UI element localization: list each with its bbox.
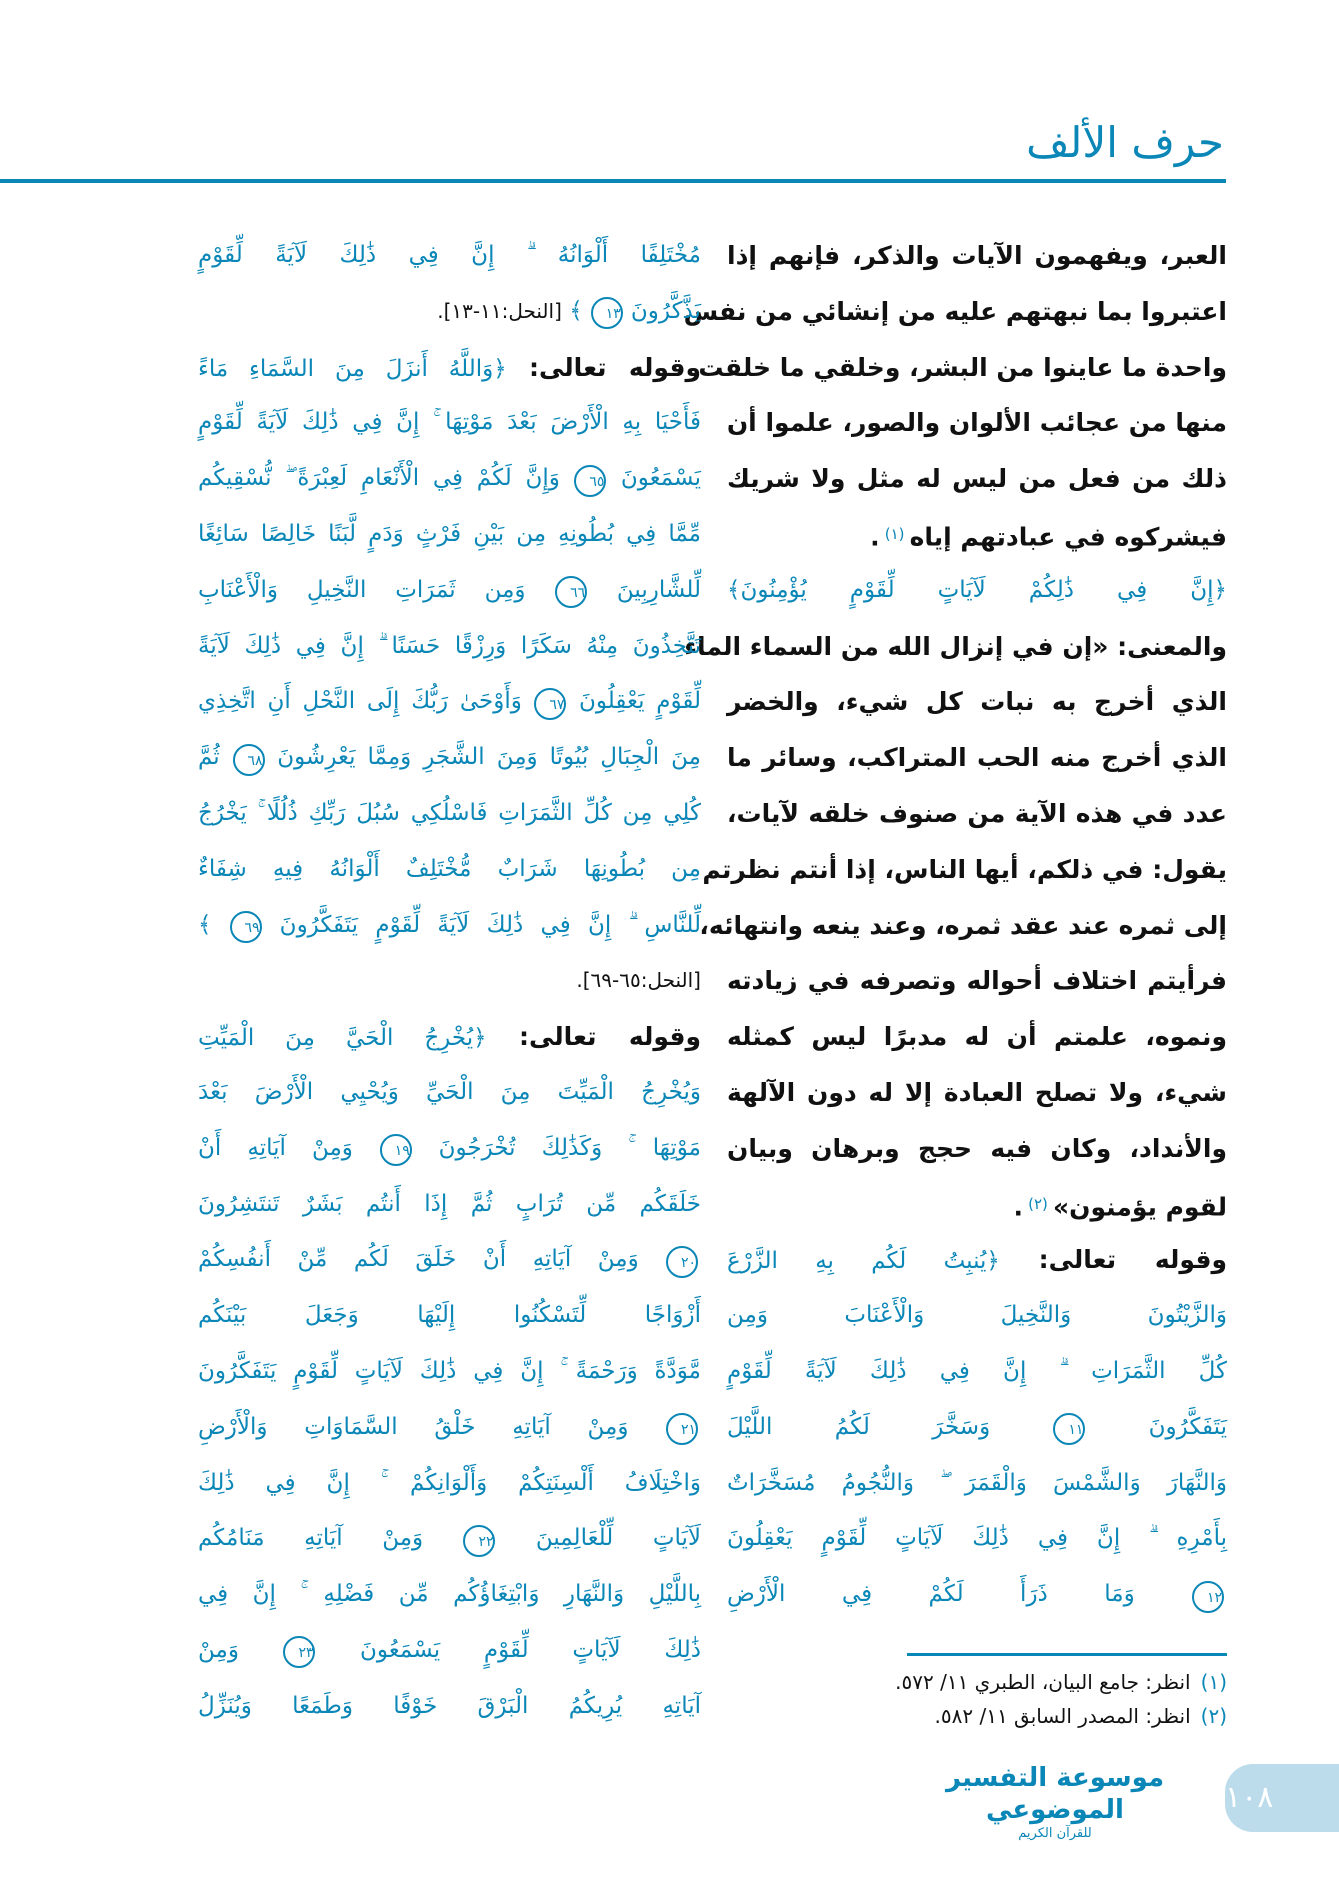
quran-text: يَسْمَعُونَ [620,465,701,492]
text-line [198,507,701,563]
text-line [198,898,701,954]
body-text: ذلك من فعل من ليس له مثل ولا شريك [727,464,1227,494]
text-line [699,898,1227,954]
text-line [198,1065,701,1121]
quran-text: وَمَا ذَرَأَ لَكُمْ فِي الْأَرْضِ [727,1581,1135,1608]
quran-text: ذَٰلِكَ لَآيَاتٍ لِّقَوْمٍ يَسْمَعُونَ [360,1636,701,1663]
body-text: والأنداد، وكان فيه حجج وبرهان وبيان [727,1133,1227,1163]
footnote-divider [907,1653,1227,1656]
verse-citation: [النحل:٦٥-٦٩]. [576,968,701,993]
footnote-number: (٢) [1200,1704,1227,1728]
text-line [198,1679,701,1735]
body-text: ونموه، علمتم أن له مدبرًا ليس كمثله [727,1022,1227,1052]
quran-text: وَمِن ثَمَرَاتِ النَّخِيلِ وَالْأَعْنَابِ [198,576,526,603]
text-line [198,1009,701,1065]
quran-text: ثُمَّ [198,744,220,771]
text-line [727,1456,1227,1512]
text-line [727,395,1227,451]
text-line [198,1511,701,1567]
quran-text: خَلَقَكُم مِّن تُرَابٍ ثُمَّ إِذَا أَنتُم بَشَرٌ تَنتَشِرُونَ [198,1190,701,1217]
body-text: منها من عجائب الألوان والصور، علموا أن [726,408,1227,438]
quran-text: وَمِنْ آيَاتِهِ أَنْ [198,1134,353,1161]
quran-text: وَمِنْ آيَاتِهِ مَنَامُكُم [198,1525,424,1552]
text-line [727,1065,1227,1121]
ayah-number-marker: ٢٢ [463,1525,495,1557]
quran-text: يَذَّكَّرُونَ [630,297,701,324]
text-line [198,340,701,396]
ayah-number-marker: ٦٨ [233,744,265,776]
body-text: الذي أخرج به نبات كل شيء، والخضر [727,687,1227,717]
quran-text: وَإِنَّ لَكُمْ فِي الْأَنْعَامِ لَعِبْرَةً ۖ نُّسْقِيكُم [198,465,560,492]
text-line [198,1344,701,1400]
footnote-number: (١) [1200,1670,1227,1694]
text-line [198,1456,701,1512]
quran-text: ﴿يُنبِتُ لَكُم بِهِ الزَّرْعَ [727,1248,1000,1275]
ayah-number-marker: ١١ [1053,1413,1085,1445]
header-divider [0,179,1226,183]
text-line [684,619,1227,675]
footnote-ref[interactable]: (١) [884,524,905,543]
body-text: واحدة ما عاينوا من البشر، وخلقي ما خلقت [698,352,1227,382]
text-line [727,563,1227,619]
body-text: فيشركوه في عبادتهم إياه [909,522,1227,552]
quran-text: وَسَخَّرَ لَكُمُ اللَّيْلَ [727,1413,991,1440]
text-line [198,786,701,842]
body-text: . [1013,1191,1024,1221]
body-text: إلى ثمره عند عقد ثمره، وعند ينعه وانتهائه، [699,910,1227,940]
ayah-number-marker: ١٢ [1192,1581,1224,1613]
quran-text: كُلِّ الثَّمَرَاتِ ۗ إِنَّ فِي ذَٰلِكَ لَآيَةً لِّقَوْمٍ [727,1357,1227,1384]
page-number: ١٠٨ [1225,1764,1339,1832]
body-text: وقوله تعالى: [506,352,701,382]
quran-text: أَزْوَاجًا لِّتَسْكُنُوا إِلَيْهَا وَجَعَلَ بَيْنَكُم [198,1302,701,1329]
text-line [727,953,1227,1009]
text-line [727,1009,1227,1065]
text-line [727,228,1227,284]
text-line [727,1177,1227,1233]
text-line [727,786,1227,842]
text-line [727,507,1227,563]
quran-text: مِن بُطُونِهَا شَرَابٌ مُّخْتَلِفٌ أَلْوَانُهُ فِيهِ شِفَاءٌ [198,855,701,882]
footnote-text: انظر: جامع البيان، الطبري ١١/ ٥٧٢. [895,1670,1191,1694]
text-line [727,1511,1227,1567]
ayah-number-marker: ٦٩ [230,911,262,943]
text-line [727,1288,1227,1344]
left-column [198,228,701,1735]
quran-text: كُلِي مِن كُلِّ الثَّمَرَاتِ فَاسْلُكِي سُبُلَ رَبِّكِ ذُلُلًا ۚ يَخْرُجُ [198,799,701,826]
quran-text: وَالزَّيْتُونَ وَالنَّخِيلَ وَالْأَعْنَابَ وَمِن [727,1302,1227,1329]
quran-text: ﴾ [561,297,583,324]
quran-text: وَأَوْحَىٰ رَبُّكَ إِلَى النَّحْلِ أَنِ اتَّخِذِي [198,688,522,715]
text-line [198,674,701,730]
chapter-title: حرف الألف [1026,118,1224,167]
text-line [198,284,701,340]
text-line [198,1177,701,1233]
ayah-number-marker: ٢٣ [283,1636,315,1668]
ayah-number-marker: ٦٧ [534,688,566,720]
quran-text: آيَاتِهِ يُرِيكُمُ الْبَرْقَ خَوْفًا وَطَمَعًا وَيُنَزِّلُ [198,1692,701,1719]
body-text: العبر، ويفهمون الآيات والذكر، فإنهم إذا [727,241,1227,270]
quran-text: مَّوَدَّةً وَرَحْمَةً ۚ إِنَّ فِي ذَٰلِكَ لَآيَاتٍ لِّقَوْمٍ يَتَفَكَّرُونَ [198,1357,701,1384]
footnote-2 [727,1699,1227,1733]
ayah-number-marker: ٢٠ [666,1246,698,1278]
text-line [683,284,1227,340]
text-line [698,340,1227,396]
text-line [727,730,1227,786]
ayah-number-marker: ١٩ [380,1134,412,1166]
body-text: يقول: في ذلكم، أيها الناس، إذا أنتم نظرتم [702,854,1227,884]
quran-text: مُخْتَلِفًا أَلْوَانُهُ ۗ إِنَّ فِي ذَٰلِكَ لَآيَةً لِّقَوْمٍ [198,242,701,268]
text-line [198,1121,701,1177]
footnote-ref[interactable]: (٢) [1028,1194,1048,1213]
quran-text: لِّلشَّارِبِينَ [616,576,701,603]
text-line [727,1567,1227,1623]
text-line [727,1400,1227,1456]
ayah-number-marker: ٢١ [666,1413,698,1445]
text-line [727,451,1227,507]
text-line [198,1623,701,1679]
text-line [198,619,701,675]
body-text: الذي أخرج منه الحب المتراكب، وسائر ما [727,743,1227,773]
body-text: عدد في هذه الآية من صنوف خلقه لآيات، [727,798,1227,828]
text-line [198,730,701,786]
text-line [198,1288,701,1344]
ayah-number-marker: ٦٥ [574,465,606,497]
quran-text: تَتَّخِذُونَ مِنْهُ سَكَرًا وَرِزْقًا حَسَنًا ۗ إِنَّ فِي ذَٰلِكَ لَآيَةً [198,632,701,659]
quran-text: وَمِنْ آيَاتِهِ أَنْ خَلَقَ لَكُم مِّنْ أَنفُسِكُمْ [198,1246,639,1273]
footnotes [727,1665,1227,1733]
quran-text: بِاللَّيْلِ وَالنَّهَارِ وَابْتِغَاؤُكُم مِّن فَضْلِهِ ۚ إِنَّ فِي [198,1581,701,1608]
text-line [727,1344,1227,1400]
quran-text: ﴿يُخْرِجُ الْحَيَّ مِنَ الْمَيِّتِ [198,1025,487,1052]
quran-text: لَآيَاتٍ لِّلْعَالِمِينَ [535,1525,702,1552]
body-text: فرأيتم اختلاف أحواله وتصرفه في زيادته [727,966,1227,996]
quran-text: مَوْتِهَا ۚ وَكَذَٰلِكَ تُخْرَجُونَ [438,1134,701,1161]
quran-text: لِّلنَّاسِ ۗ إِنَّ فِي ذَٰلِكَ لَآيَةً لِّقَوْمٍ يَتَفَكَّرُونَ [279,911,701,938]
body-text: . [870,522,880,552]
verse-citation: [النحل:١١-١٣]. [437,298,562,323]
quran-text: وَاخْتِلَافُ أَلْسِنَتِكُمْ وَأَلْوَانِكُمْ ۚ إِنَّ فِي ذَٰلِكَ [198,1469,701,1496]
text-line [198,395,701,451]
text-line [727,674,1227,730]
text-line [198,1232,701,1288]
quran-text: وَمِنْ [198,1636,239,1663]
text-line [727,1232,1227,1288]
footnote-1 [727,1665,1227,1699]
body-text: والمعنى: «إن في إنزال الله من السماء الماء [684,631,1227,661]
ayah-number-marker: ٦٦ [555,576,587,608]
quran-text: مِنَ الْجِبَالِ بُيُوتًا وَمِنَ الشَّجَرِ وَمِمَّا يَعْرِشُونَ [277,744,701,771]
encyclopedia-logo [930,1762,1180,1841]
quran-text: وَمِنْ آيَاتِهِ خَلْقُ السَّمَاوَاتِ وَالْأَرْضِ [198,1413,629,1440]
text-line [727,1121,1227,1177]
body-text: شيء، ولا تصلح العبادة إلا له دون الآلهة [727,1077,1227,1107]
logo-subtitle: للقرآن الكريم [1018,1826,1092,1841]
quran-text: فَأَحْيَا بِهِ الْأَرْضَ بَعْدَ مَوْتِهَا ۚ إِنَّ فِي ذَٰلِكَ لَآيَةً لِّقَوْمٍ [198,409,701,436]
text-line [702,842,1227,898]
quran-text: مِّمَّا فِي بُطُونِهِ مِن بَيْنِ فَرْثٍ وَدَمٍ لَّبَنًا خَالِصًا سَائِغًا [198,520,701,547]
text-line [198,842,701,898]
text-line [198,451,701,507]
quran-text: لِّقَوْمٍ يَعْقِلُونَ [578,688,701,715]
body-text: وقوله تعالى: [999,1245,1227,1275]
body-text: وقوله تعالى: [486,1022,701,1052]
text-line [198,1400,701,1456]
quran-text: وَيُخْرِجُ الْمَيِّتَ مِنَ الْحَيِّ وَيُحْيِي الْأَرْضَ بَعْدَ [198,1078,701,1105]
text-line [198,953,701,1009]
text-line [198,563,701,619]
quran-text: يَتَفَكَّرُونَ [1148,1413,1227,1440]
quran-text: بِأَمْرِهِ ۗ إِنَّ فِي ذَٰلِكَ لَآيَاتٍ لِّقَوْمٍ يَعْقِلُونَ [727,1525,1227,1552]
quran-text: ﴿إِنَّ فِي ذَٰلِكُمْ لَآيَاتٍ لِّقَوْمٍ يُؤْمِنُونَ﴾ [727,576,1227,603]
text-line [198,228,701,284]
quran-text: وَالنَّهَارَ وَالشَّمْسَ وَالْقَمَرَ ۖ وَالنُّجُومُ مُسَخَّرَاتٌ [727,1469,1227,1496]
body-text: لقوم يؤمنون» [1053,1191,1227,1221]
footnote-text: انظر: المصدر السابق ١١/ ٥٨٢. [934,1704,1191,1728]
quran-text: ﴾ [198,911,212,938]
body-text: اعتبروا بما نبهتهم عليه من إنشائي من نفس [683,296,1227,326]
ayah-number-marker: ١٣ [591,297,623,329]
text-line [198,1567,701,1623]
quran-text: ﴿وَاللَّهُ أَنزَلَ مِنَ السَّمَاءِ مَاءً [198,355,507,382]
logo-title: موسوعة التفسير الموضوعي [945,1763,1165,1825]
